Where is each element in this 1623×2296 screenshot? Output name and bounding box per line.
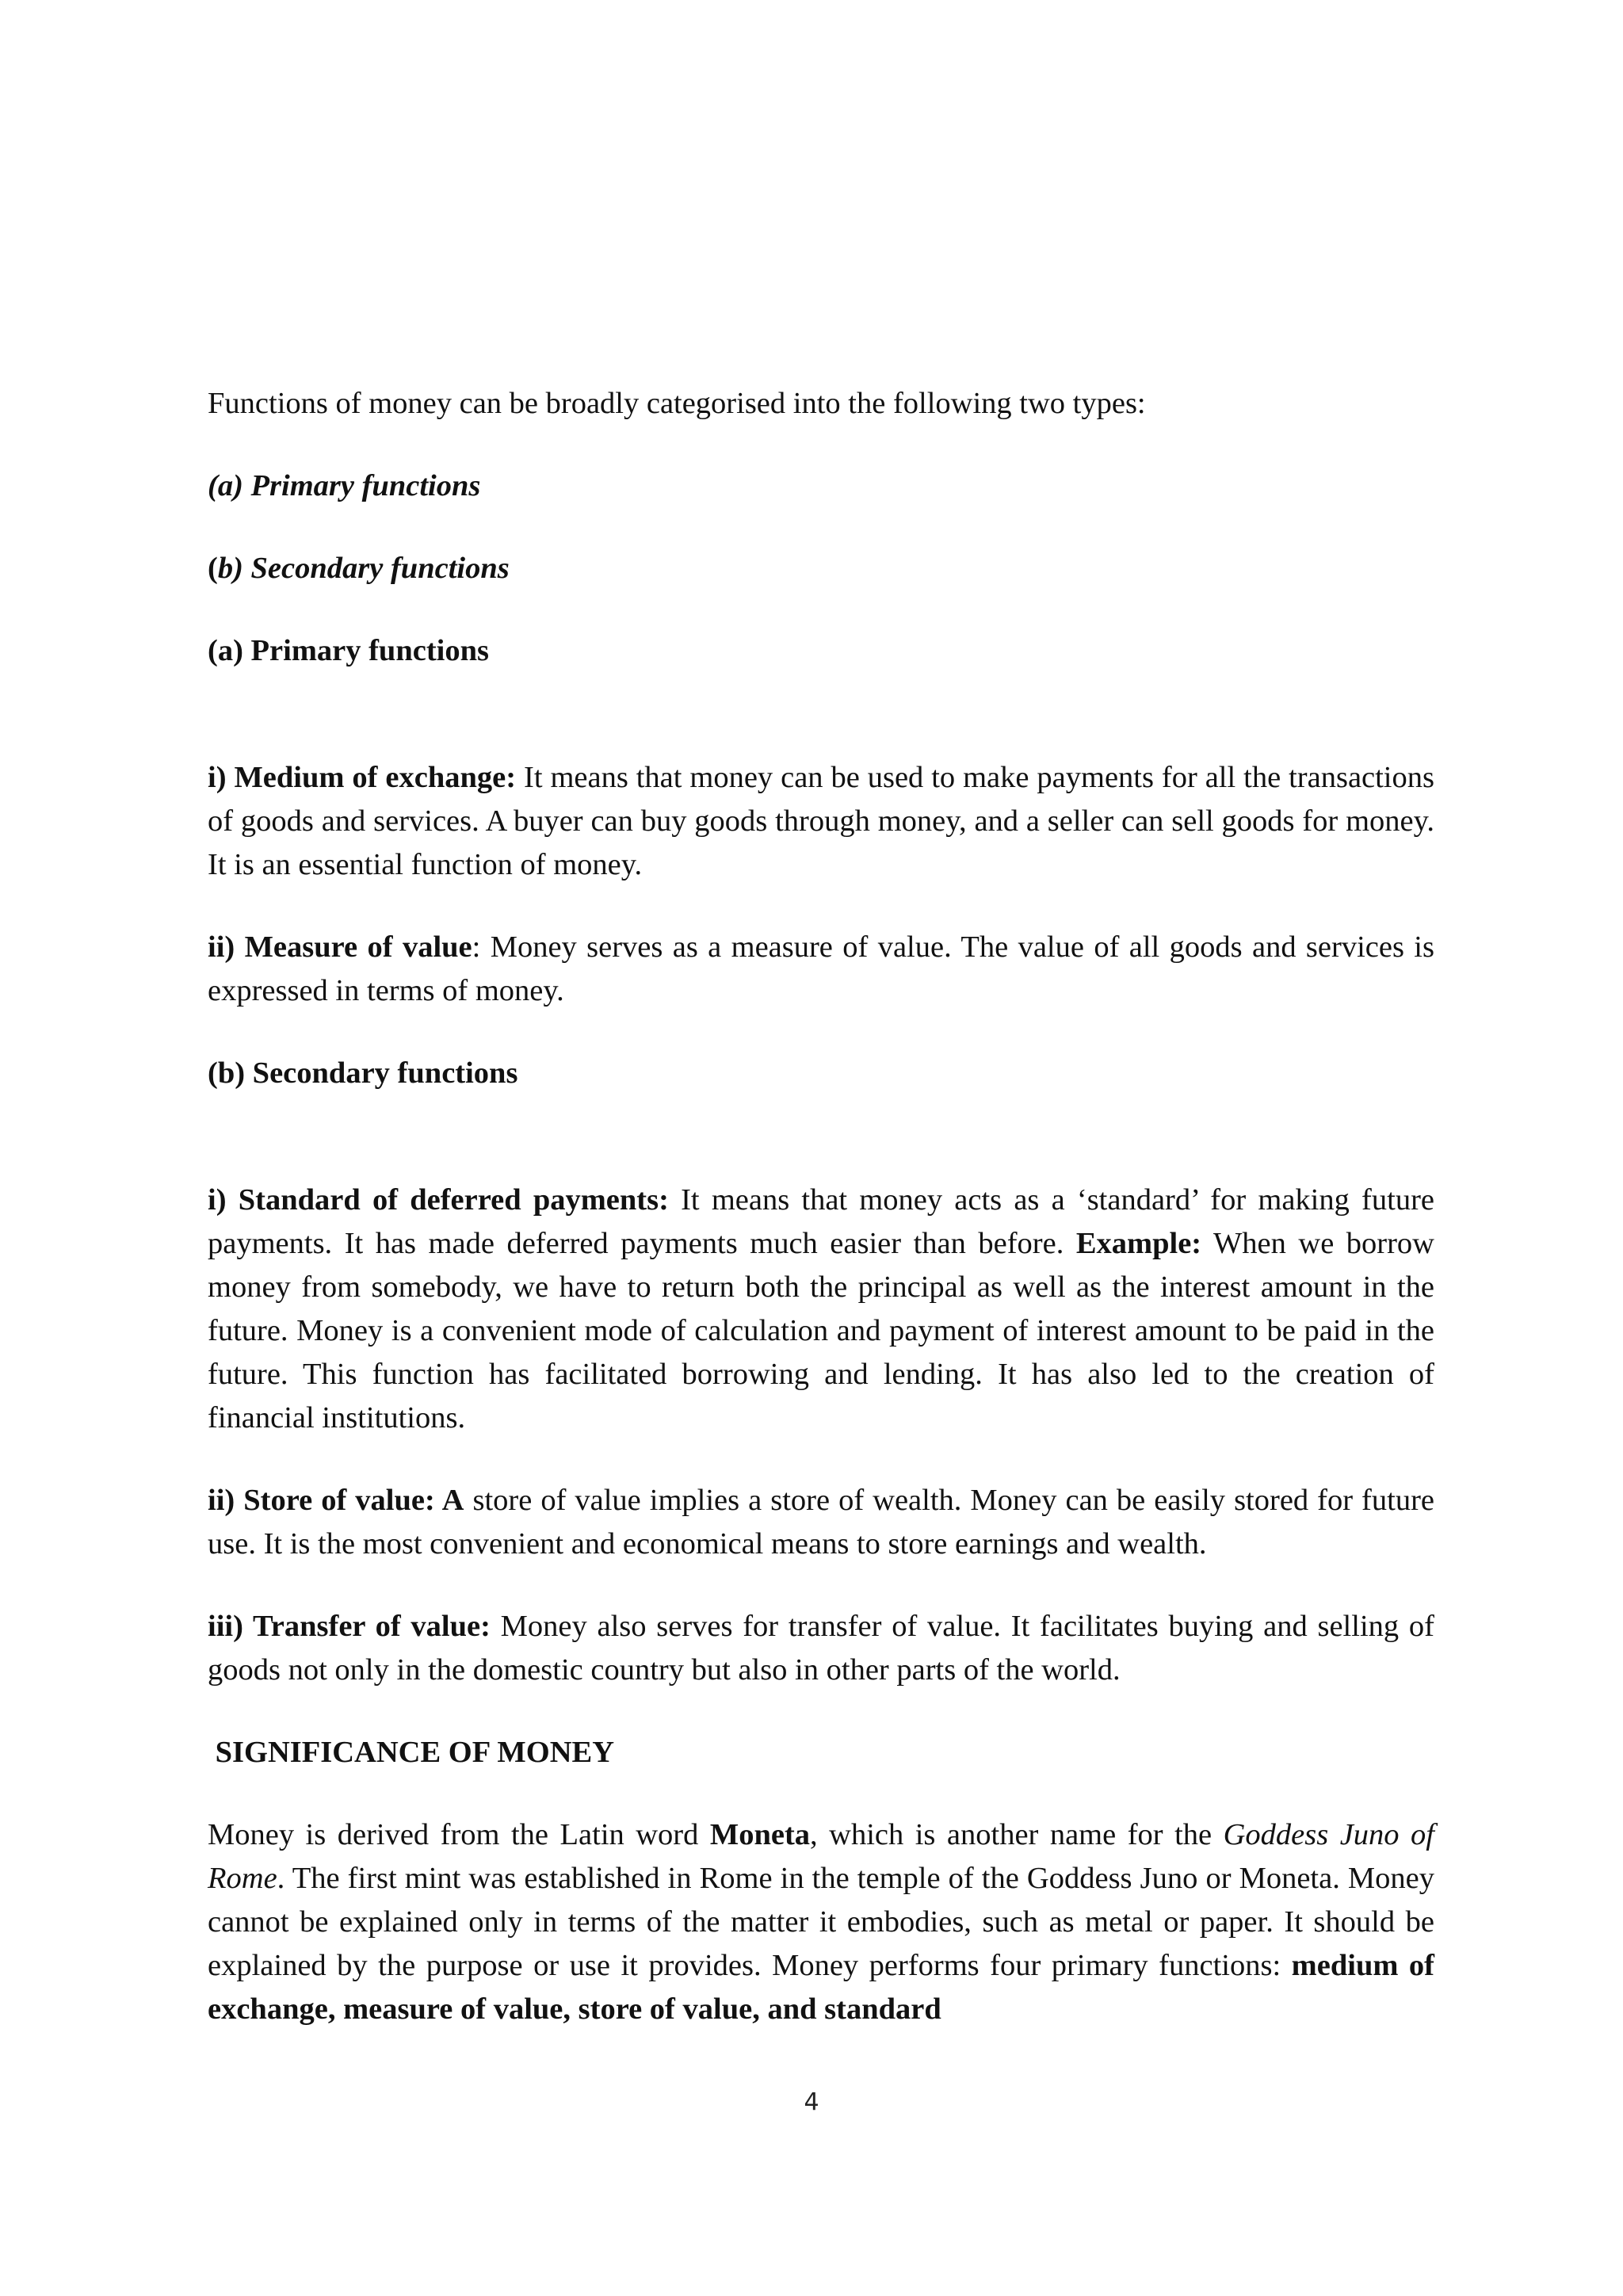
primary-heading: (a) Primary functions [208,634,489,667]
medium-of-exchange-text: It means that money can be used to make payments for all the transactions of goods and services. A buyer can buy goods through money, and a seller can sell goods for money. It is an essential function of money. [208,761,1434,881]
store-of-value-term: ii) Store of value: A [208,1484,464,1517]
intro-paragraph: Functions of money can be broadly categorised into the following two types: [208,387,1146,420]
moneta-word: Moneta [709,1818,811,1851]
measure-of-value-text: : Money serves as a measure of value. The value of all goods and services is expressed in terms of money. [208,930,1434,1007]
significance-text-3: . The first mint was established in Rome in the temple of the Goddess Juno or Moneta. Money cannot be explained only in terms of the matter it embodies, such as metal or paper. It should be explained by the purpose or use it provides. Money performs four primary functions: [208,1862,1434,1982]
secondary-heading: (b) Secondary functions [208,1056,518,1090]
transfer-of-value-term: iii) Transfer of value: [208,1610,491,1643]
deferred-payments-text-2: When we borrow money from somebody, we have to return both the principal as well as the interest amount in the future. Money is a convenient mode of calculation and payment of interest amount to be paid in the future. This function has facilitated borrowing and lending. It has also led to the creation of financial institutions. [208,1227,1434,1435]
significance-text-2: , which is another name for the [810,1818,1224,1851]
medium-of-exchange-term: i) Medium of exchange: [208,761,517,794]
page-number: 4 [804,2088,819,2116]
store-of-value-text: store of value implies a store of wealth. Money can be easily stored for future use. It is the most convenient and economical means to store earnings and wealth. [208,1484,1434,1561]
type-secondary-label: b) Secondary functions [217,552,510,585]
store-of-value-paragraph [208,1479,1434,1566]
deferred-payments-paragraph [208,1179,1434,1440]
page-content [208,382,1434,2031]
goddess-juno-phrase: Goddess Juno of Rome [208,1818,1434,1895]
type-secondary [208,547,1434,590]
deferred-payments-term: i) Standard of deferred payments: [208,1183,669,1217]
measure-of-value-paragraph [208,926,1434,1013]
significance-paragraph [208,1813,1434,2031]
deferred-payments-text-1: It means that money acts as a ‘standard’ for making future payments. It has made deferred payments much easier than before. [208,1183,1434,1260]
four-functions-bold: medium of exchange, measure of value, store of value, and standard [208,1949,1434,2026]
transfer-of-value-text: Money also serves for transfer of value. It facilitates buying and selling of goods not only in the domestic country but also in other parts of the world. [208,1610,1434,1687]
medium-of-exchange-paragraph [208,756,1434,887]
type-primary: (a) Primary functions [208,469,481,502]
example-label: Example: [1075,1227,1202,1260]
measure-of-value-term: ii) Measure of value [208,930,472,964]
transfer-of-value-paragraph [208,1605,1434,1692]
significance-text-1: Money is derived from the Latin word [208,1818,710,1851]
significance-heading: SIGNIFICANCE OF MONEY [208,1736,615,1769]
type-secondary-paren: ( [208,552,218,585]
